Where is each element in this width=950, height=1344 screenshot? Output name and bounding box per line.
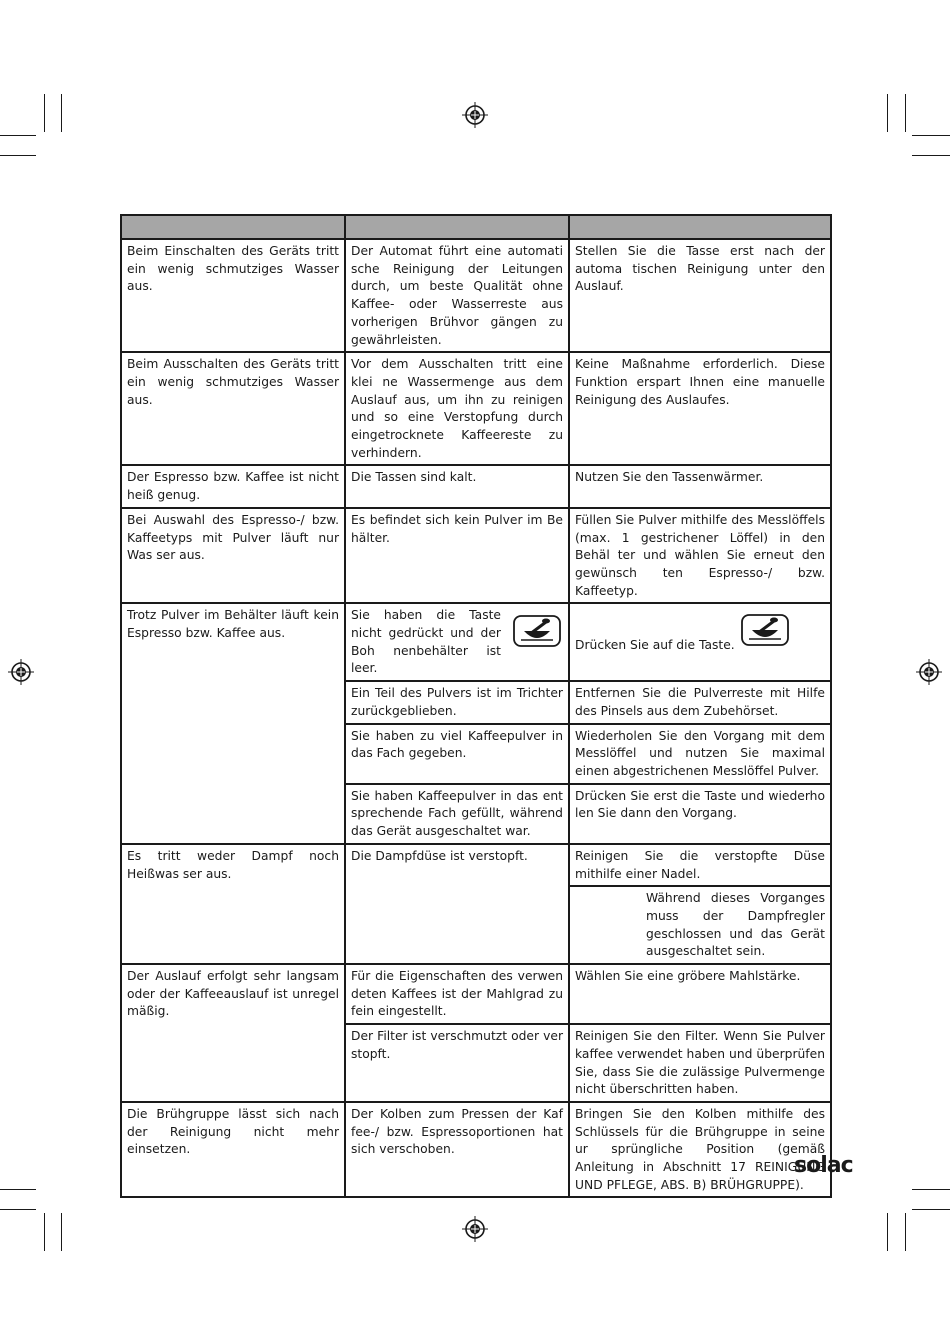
table-row	[121, 508, 831, 604]
solution-cell: Drücken Sie erst die Taste und wiederho len Sie dann den Vorgang.	[569, 784, 831, 844]
registration-mark-icon	[462, 1216, 488, 1242]
cause-cell: Es befindet sich kein Pulver im Be hälter.	[345, 508, 569, 604]
cause-cell: Die Dampfdüse ist verstopft.	[345, 844, 569, 964]
registration-mark-icon	[462, 102, 488, 128]
solution-cell: Entfernen Sie die Pulverreste mit Hilfe des Pinsels aus dem Zubehörset.	[569, 681, 831, 723]
troubleshooting-table	[120, 214, 832, 1198]
solution-cell: Reinigen Sie den Filter. Wenn Sie Pulver kaffee verwendet haben und überprüfen Sie, dass Sie die zulässige Pulvermenge nicht überschritten haben.	[569, 1024, 831, 1102]
cause-cell: Die Tassen sind kalt.	[345, 465, 569, 507]
problem-cell: Der Espresso bzw. Kaffee ist nicht heiß genug.	[121, 465, 345, 507]
cause-cell: Sie haben Kaffeepulver in das ent sprechende Fach gefüllt, während das Gerät ausgeschaltet war.	[345, 784, 569, 844]
solution-cell: Füllen Sie Pulver mithilfe des Messlöffels (max. 1 gestrichener Löffel) in den Behäl ter und wählen Sie erneut den gewünsch ten Espresso-/ bzw. Kaffeetyp.	[569, 508, 831, 604]
problem-cell: Es tritt weder Dampf noch Heißwas ser aus.	[121, 844, 345, 964]
solution-cell: Reinigen Sie die verstopfte Düse mithilfe einer Nadel.	[569, 844, 831, 886]
powder-button-icon	[740, 613, 790, 647]
crop-mark	[912, 1209, 950, 1210]
crop-mark	[912, 1189, 950, 1190]
crop-mark	[44, 1213, 45, 1251]
crop-mark	[0, 1189, 36, 1190]
cause-cell: Vor dem Ausschalten tritt eine klei ne Wassermenge aus dem Auslauf aus, um ihn zu reinigen und so eine Verstopfung durch eingetrocknete Kaffeereste zu verhindern.	[345, 352, 569, 465]
cause-cell: Der Kolben zum Pressen der Kaf fee-/ bzw. Espressoportionen hat sich verschoben.	[345, 1102, 569, 1198]
crop-mark	[887, 94, 888, 132]
problem-cell: Der Auslauf erfolgt sehr langsam oder der Kaffeeauslauf ist unregel mäßig.	[121, 964, 345, 1102]
cause-cell: Der Filter ist verschmutzt oder ver stopft.	[345, 1024, 569, 1102]
table-row	[121, 352, 831, 465]
solution-text: Drücken Sie auf die Taste.	[575, 637, 735, 652]
crop-mark	[905, 94, 906, 132]
cause-cell: Ein Teil des Pulvers ist im Trichter zurückgeblieben.	[345, 681, 569, 723]
table-row	[121, 1102, 831, 1198]
solution-cell: Bringen Sie den Kolben mithilfe des Schlüssels für die Brühgruppe in seine ur sprüngliche Position (gemäß Anleitung in Abschnitt 17 REINIGUNG UND PFLEGE, ABS. B) BRÜHGRUPPE).	[569, 1102, 831, 1198]
cause-cell: Der Automat führt eine automati sche Reinigung der Leitungen durch, um beste Qualität ohne Kaffee- oder Wasserreste aus vorherigen Brühvor gängen zu gewährleisten.	[345, 239, 569, 352]
cause-cell	[345, 603, 569, 681]
problem-cell: Die Brühgruppe lässt sich nach der Reinigung nicht mehr einsetzen.	[121, 1102, 345, 1198]
crop-mark	[61, 1213, 62, 1251]
cause-cell: Für die Eigenschaften des verwen deten Kaffees ist der Mahlgrad zu fein eingestellt.	[345, 964, 569, 1024]
table-row	[121, 964, 831, 1024]
solution-cell: Wiederholen Sie den Vorgang mit dem Messlöffel und nutzen Sie maximal einen abgestrichenen Messlöffel Pulver.	[569, 724, 831, 784]
solution-cell: Stellen Sie die Tasse erst nach der automa tischen Reinigung unter den Auslauf.	[569, 239, 831, 352]
table-row	[121, 844, 831, 886]
table-row	[121, 239, 831, 352]
solution-cell: Keine Maßnahme erforderlich. Diese Funktion erspart Ihnen eine manuelle Reinigung des Auslaufes.	[569, 352, 831, 465]
cause-cell: Sie haben zu viel Kaffeepulver in das Fach gegeben.	[345, 724, 569, 784]
table-header-row	[121, 215, 831, 239]
crop-mark	[0, 135, 36, 136]
solac-logo: solac	[794, 1153, 853, 1178]
table-row	[121, 465, 831, 507]
registration-mark-icon	[8, 659, 34, 685]
problem-cell: Beim Ausschalten des Geräts tritt ein wenig schmutziges Wasser aus.	[121, 352, 345, 465]
column-header-problem	[121, 215, 345, 239]
crop-mark	[44, 94, 45, 132]
solution-cell: Wählen Sie eine gröbere Mahlstärke.	[569, 964, 831, 1024]
problem-cell: Beim Einschalten des Geräts tritt ein wenig schmutziges Wasser aus.	[121, 239, 345, 352]
crop-mark	[61, 94, 62, 132]
column-header-cause	[345, 215, 569, 239]
registration-mark-icon	[916, 659, 942, 685]
table-row	[121, 603, 831, 681]
crop-mark	[0, 155, 36, 156]
crop-mark	[0, 1209, 36, 1210]
solution-cell: Nutzen Sie den Tassenwärmer.	[569, 465, 831, 507]
powder-button-icon	[512, 614, 562, 648]
crop-mark	[912, 155, 950, 156]
solution-cell: Während dieses Vorganges muss der Dampfregler geschlossen und das Gerät ausgeschaltet sein.	[569, 886, 831, 964]
crop-mark	[905, 1213, 906, 1251]
crop-mark	[912, 135, 950, 136]
column-header-solution	[569, 215, 831, 239]
solution-cell	[569, 603, 831, 681]
cause-text: Sie haben die Taste nicht gedrückt und der Boh nenbehälter ist leer.	[351, 608, 501, 676]
problem-cell: Bei Auswahl des Espresso-/ bzw. Kaffeetyps mit Pulver läuft nur Was ser aus.	[121, 508, 345, 604]
crop-mark	[887, 1213, 888, 1251]
problem-cell: Trotz Pulver im Behälter läuft kein Espresso bzw. Kaffee aus.	[121, 603, 345, 843]
